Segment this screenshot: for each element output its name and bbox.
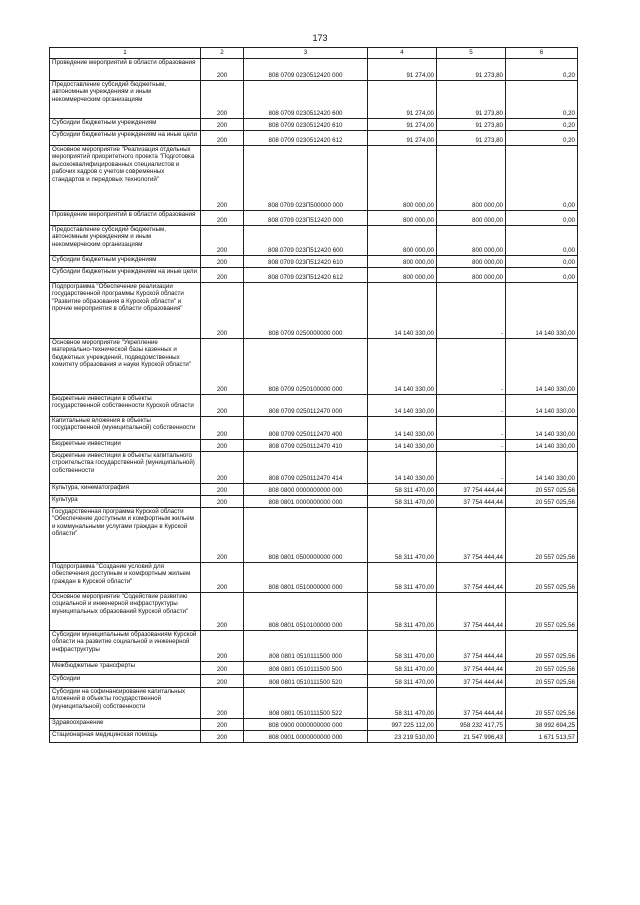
table-row (50, 339, 578, 395)
row-name-cell: Субсидии муниципальным образованиям Курской области на развитие социальной и инженерной инфраструктуры (50, 631, 201, 662)
table-row (50, 496, 578, 508)
row-unexecuted-cell: 14 140 330,00 (506, 417, 578, 440)
row-executed-cell: 91 273,80 (437, 59, 506, 81)
row-line-code-cell: 200 (201, 226, 244, 256)
table-row (50, 395, 578, 417)
row-name-cell: Культура (50, 496, 201, 508)
table-row (50, 593, 578, 631)
row-unexecuted-cell: 0,20 (506, 59, 578, 81)
row-unexecuted-cell: 0,20 (506, 119, 578, 131)
row-approved-cell: 14 140 330,00 (368, 339, 437, 395)
row-executed-cell: 91 273,80 (437, 81, 506, 119)
row-unexecuted-cell: 14 140 330,00 (506, 283, 578, 339)
row-unexecuted-cell: 20 557 025,56 (506, 593, 578, 631)
row-name-cell: Субсидии бюджетным учреждениям на иные цели (50, 131, 201, 146)
table-row (50, 484, 578, 496)
row-approved-cell: 14 140 330,00 (368, 452, 437, 484)
table-row (50, 211, 578, 226)
row-unexecuted-cell: 1 671 513,57 (506, 731, 578, 743)
row-approved-cell: 800 000,00 (368, 211, 437, 226)
row-approved-cell: 58 311 470,00 (368, 662, 437, 675)
row-approved-cell: 58 311 470,00 (368, 593, 437, 631)
row-budget-code-cell: 808 0709 0230512420 600 (244, 81, 368, 119)
row-executed-cell: 800 000,00 (437, 211, 506, 226)
row-unexecuted-cell: 0,00 (506, 268, 578, 283)
row-budget-code-cell: 808 0900 0000000000 000 (244, 719, 368, 731)
row-budget-code-cell: 808 0801 0510111500 520 (244, 675, 368, 688)
row-unexecuted-cell: 20 557 025,56 (506, 662, 578, 675)
row-budget-code-cell: 808 0709 023П512420 612 (244, 268, 368, 283)
row-name-cell: Предоставление субсидий бюджетным, автономным учреждениям и иным некоммерческим организациям (50, 81, 201, 119)
table-row (50, 688, 578, 719)
row-budget-code-cell: 808 0709 0250112470 414 (244, 452, 368, 484)
row-unexecuted-cell: 20 557 025,56 (506, 631, 578, 662)
row-approved-cell: 58 311 470,00 (368, 496, 437, 508)
row-executed-cell: - (437, 440, 506, 452)
row-approved-cell: 800 000,00 (368, 226, 437, 256)
table-row (50, 719, 578, 731)
row-unexecuted-cell: 0,00 (506, 256, 578, 268)
row-line-code-cell: 200 (201, 631, 244, 662)
table-row (50, 631, 578, 662)
row-unexecuted-cell: 20 557 025,56 (506, 688, 578, 719)
row-approved-cell: 91 274,00 (368, 81, 437, 119)
row-name-cell: Бюджетные инвестиции в объекты государственной собственности Курской области (50, 395, 201, 417)
row-executed-cell: 37 754 444,44 (437, 688, 506, 719)
row-unexecuted-cell: 20 557 025,56 (506, 484, 578, 496)
row-unexecuted-cell: 0,00 (506, 146, 578, 211)
table-row (50, 226, 578, 256)
row-name-cell: Бюджетные инвестиции (50, 440, 201, 452)
row-name-cell: Субсидии (50, 675, 201, 688)
row-line-code-cell: 200 (201, 119, 244, 131)
row-unexecuted-cell: 20 557 025,56 (506, 496, 578, 508)
table-row (50, 675, 578, 688)
row-name-cell: Субсидии на софинансирование капитальных вложений в объекты государственной (муниципальной) собственности (50, 688, 201, 719)
row-budget-code-cell: 808 0709 0250112470 000 (244, 395, 368, 417)
table-row (50, 59, 578, 81)
row-budget-code-cell: 808 0709 0250100000 000 (244, 339, 368, 395)
header-cell: 3 (244, 48, 368, 59)
row-budget-code-cell: 808 0801 0510111500 522 (244, 688, 368, 719)
header-cell: 6 (506, 48, 578, 59)
row-unexecuted-cell: 14 140 330,00 (506, 452, 578, 484)
table-row (50, 131, 578, 146)
row-approved-cell: 58 311 470,00 (368, 631, 437, 662)
row-executed-cell: 800 000,00 (437, 256, 506, 268)
row-budget-code-cell: 808 0901 0000000000 000 (244, 731, 368, 743)
row-unexecuted-cell: 20 557 025,56 (506, 508, 578, 563)
row-name-cell: Стационарная медицинская помощь (50, 731, 201, 743)
table-row (50, 146, 578, 211)
row-approved-cell: 997 225 112,00 (368, 719, 437, 731)
row-approved-cell: 800 000,00 (368, 256, 437, 268)
row-name-cell: Проведение мероприятий в области образования (50, 59, 201, 81)
row-line-code-cell: 200 (201, 662, 244, 675)
row-name-cell: Субсидии бюджетным учреждениям (50, 256, 201, 268)
row-line-code-cell: 200 (201, 508, 244, 563)
row-unexecuted-cell: 0,00 (506, 211, 578, 226)
header-cell: 5 (437, 48, 506, 59)
row-name-cell: Межбюджетные трансферты (50, 662, 201, 675)
table-row (50, 440, 578, 452)
row-line-code-cell: 200 (201, 484, 244, 496)
row-name-cell: Субсидии бюджетным учреждениям (50, 119, 201, 131)
row-budget-code-cell: 808 0801 0000000000 000 (244, 496, 368, 508)
row-line-code-cell: 200 (201, 59, 244, 81)
row-budget-code-cell: 808 0709 023П512420 610 (244, 256, 368, 268)
row-approved-cell: 58 311 470,00 (368, 508, 437, 563)
row-unexecuted-cell: 14 140 330,00 (506, 339, 578, 395)
row-budget-code-cell: 808 0800 0000000000 000 (244, 484, 368, 496)
row-approved-cell: 58 311 470,00 (368, 688, 437, 719)
row-approved-cell: 58 311 470,00 (368, 563, 437, 593)
row-executed-cell: 37 754 444,44 (437, 496, 506, 508)
row-approved-cell: 800 000,00 (368, 146, 437, 211)
row-executed-cell: - (437, 283, 506, 339)
row-approved-cell: 58 311 470,00 (368, 484, 437, 496)
row-line-code-cell: 200 (201, 81, 244, 119)
row-executed-cell: 800 000,00 (437, 226, 506, 256)
row-line-code-cell: 200 (201, 395, 244, 417)
table-row (50, 452, 578, 484)
header-cell: 1 (50, 48, 201, 59)
row-line-code-cell: 200 (201, 268, 244, 283)
row-line-code-cell: 200 (201, 339, 244, 395)
row-executed-cell: 91 273,80 (437, 119, 506, 131)
row-budget-code-cell: 808 0709 023П500000 000 (244, 146, 368, 211)
row-approved-cell: 14 140 330,00 (368, 395, 437, 417)
row-budget-code-cell: 808 0709 0230512420 610 (244, 119, 368, 131)
row-line-code-cell: 200 (201, 440, 244, 452)
row-executed-cell: 800 000,00 (437, 268, 506, 283)
row-line-code-cell: 200 (201, 675, 244, 688)
row-line-code-cell: 200 (201, 283, 244, 339)
row-approved-cell: 14 140 330,00 (368, 283, 437, 339)
row-name-cell: Субсидии бюджетным учреждениям на иные цели (50, 268, 201, 283)
row-executed-cell: 37 754 444,44 (437, 675, 506, 688)
row-unexecuted-cell: 14 140 330,00 (506, 440, 578, 452)
row-line-code-cell: 200 (201, 496, 244, 508)
row-executed-cell: - (437, 339, 506, 395)
row-line-code-cell: 200 (201, 131, 244, 146)
row-line-code-cell: 200 (201, 211, 244, 226)
table-row (50, 256, 578, 268)
header-cell: 4 (368, 48, 437, 59)
row-approved-cell: 800 000,00 (368, 268, 437, 283)
budget-table (49, 47, 578, 743)
row-budget-code-cell: 808 0801 0510000000 000 (244, 563, 368, 593)
row-name-cell: Основное мероприятие "Реализация отдельных мероприятий приоритетного проекта "Подготовка высококвалифицированных специалистов и рабочих кадров с учетом современных стандартов и передовых технологий" (50, 146, 201, 211)
row-approved-cell: 58 311 470,00 (368, 675, 437, 688)
row-executed-cell: 37 754 444,44 (437, 662, 506, 675)
header-row (50, 48, 578, 59)
row-name-cell: Подпрограмма "Создание условий для обеспечения доступным и комфортным жильем граждан в Курской области" (50, 563, 201, 593)
row-executed-cell: 37 754 444,44 (437, 563, 506, 593)
row-approved-cell: 14 140 330,00 (368, 417, 437, 440)
row-approved-cell: 91 274,00 (368, 59, 437, 81)
row-name-cell: Основное мероприятие "Содействие развитию социальной и инженерной инфраструктуры муниципальных образований Курской области" (50, 593, 201, 631)
row-line-code-cell: 200 (201, 417, 244, 440)
row-budget-code-cell: 808 0709 0250000000 000 (244, 283, 368, 339)
row-name-cell: Культура, кинематография (50, 484, 201, 496)
row-name-cell: Здравоохранение (50, 719, 201, 731)
table-row (50, 731, 578, 743)
row-budget-code-cell: 808 0709 0250112470 410 (244, 440, 368, 452)
row-executed-cell: 958 232 417,75 (437, 719, 506, 731)
row-unexecuted-cell: 14 140 330,00 (506, 395, 578, 417)
row-executed-cell: - (437, 417, 506, 440)
table-row (50, 508, 578, 563)
row-executed-cell: 37 754 444,44 (437, 508, 506, 563)
row-line-code-cell: 200 (201, 563, 244, 593)
row-approved-cell: 14 140 330,00 (368, 440, 437, 452)
row-line-code-cell: 200 (201, 731, 244, 743)
table-row (50, 283, 578, 339)
row-budget-code-cell: 808 0709 023П512420 600 (244, 226, 368, 256)
row-line-code-cell: 200 (201, 593, 244, 631)
row-unexecuted-cell: 38 992 694,25 (506, 719, 578, 731)
row-name-cell: Государственная программа Курской области "Обеспечение доступным и комфортным жильем и коммунальными услугами граждан в Курской области" (50, 508, 201, 563)
row-name-cell: Проведение мероприятий в области образования (50, 211, 201, 226)
row-approved-cell: 91 274,00 (368, 131, 437, 146)
row-budget-code-cell: 808 0709 0230512420 612 (244, 131, 368, 146)
row-name-cell: Капитальные вложения в объекты государственной (муниципальной) собственности (50, 417, 201, 440)
row-approved-cell: 23 219 510,00 (368, 731, 437, 743)
row-line-code-cell: 200 (201, 719, 244, 731)
row-name-cell: Подпрограмма "Обеспечение реализации государственной программы Курской области "Развитие образования в Курской области" и прочие мероприятия в области образования" (50, 283, 201, 339)
page-number: 173 (312, 33, 328, 43)
row-budget-code-cell: 808 0801 0500000000 000 (244, 508, 368, 563)
row-name-cell: Основное мероприятие "Укрепление материально-технической базы казенных и бюджетных учреждений, подведомственных комитету образования и науки Курской области" (50, 339, 201, 395)
row-executed-cell: 37 754 444,44 (437, 631, 506, 662)
row-line-code-cell: 200 (201, 688, 244, 719)
row-line-code-cell: 200 (201, 256, 244, 268)
row-line-code-cell: 200 (201, 146, 244, 211)
row-budget-code-cell: 808 0709 0250112470 400 (244, 417, 368, 440)
row-unexecuted-cell: 0,20 (506, 131, 578, 146)
row-executed-cell: 800 000,00 (437, 146, 506, 211)
row-executed-cell: 37 754 444,44 (437, 484, 506, 496)
row-unexecuted-cell: 20 557 025,56 (506, 675, 578, 688)
row-executed-cell: 21 547 996,43 (437, 731, 506, 743)
row-approved-cell: 91 274,00 (368, 119, 437, 131)
row-line-code-cell: 200 (201, 452, 244, 484)
row-name-cell: Предоставление субсидий бюджетным, автономным учреждениям и иным некоммерческим организациям (50, 226, 201, 256)
table-row (50, 417, 578, 440)
row-budget-code-cell: 808 0709 023П512420 000 (244, 211, 368, 226)
row-name-cell: Бюджетные инвестиции в объекты капитального строительства государственной (муниципальной) собственности (50, 452, 201, 484)
row-budget-code-cell: 808 0801 0510100000 000 (244, 593, 368, 631)
row-budget-code-cell: 808 0801 0510111500 000 (244, 631, 368, 662)
row-budget-code-cell: 808 0709 0230512420 000 (244, 59, 368, 81)
table-row (50, 563, 578, 593)
row-unexecuted-cell: 20 557 025,56 (506, 563, 578, 593)
table-row (50, 268, 578, 283)
row-executed-cell: - (437, 452, 506, 484)
table-row (50, 81, 578, 119)
row-executed-cell: 91 273,80 (437, 131, 506, 146)
row-executed-cell: 37 754 444,44 (437, 593, 506, 631)
row-executed-cell: - (437, 395, 506, 417)
table-row (50, 119, 578, 131)
header-cell: 2 (201, 48, 244, 59)
table-row (50, 662, 578, 675)
row-unexecuted-cell: 0,20 (506, 81, 578, 119)
row-budget-code-cell: 808 0801 0510111500 500 (244, 662, 368, 675)
row-unexecuted-cell: 0,00 (506, 226, 578, 256)
